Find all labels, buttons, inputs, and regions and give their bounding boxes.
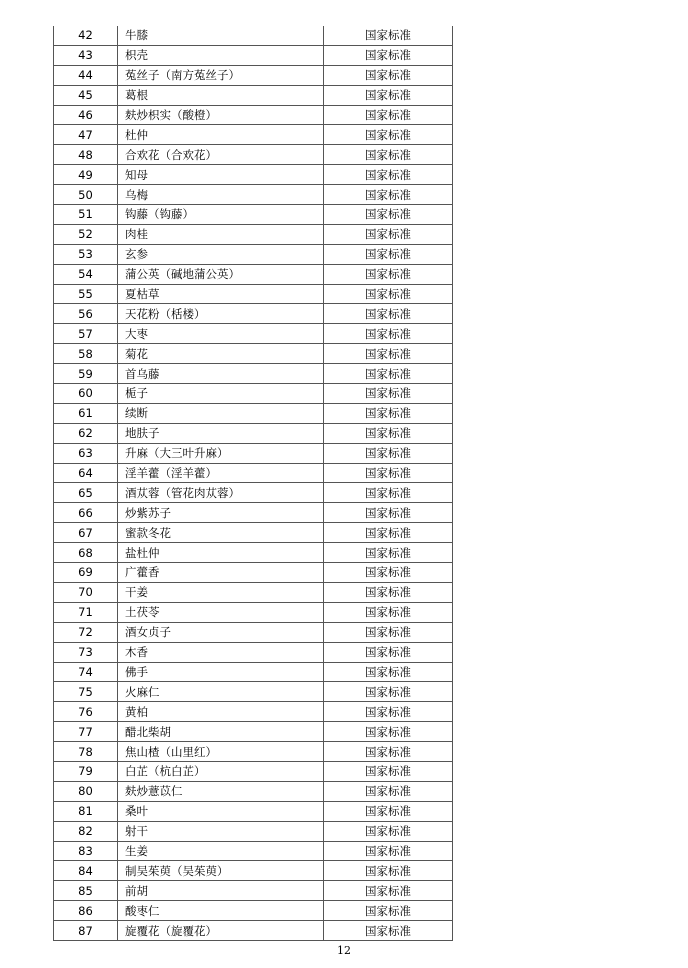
- row-number: 49: [54, 165, 118, 185]
- table-row: [54, 403, 453, 423]
- standard-type: 国家标准: [324, 384, 453, 404]
- table-row: [54, 622, 453, 642]
- herb-name: 土茯苓: [118, 602, 324, 622]
- herb-name: 枳壳: [118, 45, 324, 65]
- table-row: [54, 682, 453, 702]
- row-number: 70: [54, 582, 118, 602]
- table-row: [54, 881, 453, 901]
- herb-name: 前胡: [118, 881, 324, 901]
- herb-name: 淫羊藿（淫羊藿）: [118, 463, 324, 483]
- standard-type: 国家标准: [324, 821, 453, 841]
- standard-type: 国家标准: [324, 722, 453, 742]
- herb-name: 蒲公英（碱地蒲公英）: [118, 264, 324, 284]
- row-number: 54: [54, 264, 118, 284]
- table-row: [54, 582, 453, 602]
- herb-name: 天花粉（栝楼）: [118, 304, 324, 324]
- herb-name: 桑叶: [118, 801, 324, 821]
- standard-type: 国家标准: [324, 921, 453, 941]
- standard-type: 国家标准: [324, 165, 453, 185]
- table-row: [54, 324, 453, 344]
- row-number: 62: [54, 423, 118, 443]
- herb-table-container: [53, 26, 453, 941]
- table-row: [54, 364, 453, 384]
- herb-name: 玄参: [118, 244, 324, 264]
- row-number: 83: [54, 841, 118, 861]
- table-row: [54, 602, 453, 622]
- herb-name: 菟丝子（南方菟丝子）: [118, 65, 324, 85]
- standard-type: 国家标准: [324, 344, 453, 364]
- row-number: 76: [54, 702, 118, 722]
- herb-name: 生姜: [118, 841, 324, 861]
- standard-type: 国家标准: [324, 901, 453, 921]
- row-number: 84: [54, 861, 118, 881]
- table-row: [54, 443, 453, 463]
- herb-name: 蜜款冬花: [118, 523, 324, 543]
- standard-type: 国家标准: [324, 801, 453, 821]
- standard-type: 国家标准: [324, 105, 453, 125]
- standard-type: 国家标准: [324, 841, 453, 861]
- herb-name: 栀子: [118, 384, 324, 404]
- herb-name: 盐杜仲: [118, 543, 324, 563]
- row-number: 81: [54, 801, 118, 821]
- herb-name: 射干: [118, 821, 324, 841]
- herb-name: 木香: [118, 642, 324, 662]
- table-row: [54, 344, 453, 364]
- table-row: [54, 642, 453, 662]
- herb-name: 酸枣仁: [118, 901, 324, 921]
- herb-name: 首乌藤: [118, 364, 324, 384]
- table-row: [54, 304, 453, 324]
- herb-name: 火麻仁: [118, 682, 324, 702]
- table-row: [54, 45, 453, 65]
- row-number: 67: [54, 523, 118, 543]
- row-number: 51: [54, 205, 118, 225]
- table-row: [54, 841, 453, 861]
- herb-name: 杜仲: [118, 125, 324, 145]
- standard-type: 国家标准: [324, 483, 453, 503]
- table-row: [54, 662, 453, 682]
- table-row: [54, 165, 453, 185]
- table-row: [54, 801, 453, 821]
- standard-type: 国家标准: [324, 742, 453, 762]
- herb-name: 白芷（杭白芷）: [118, 761, 324, 781]
- table-row: [54, 105, 453, 125]
- herb-name: 醋北柴胡: [118, 722, 324, 742]
- standard-type: 国家标准: [324, 781, 453, 801]
- table-row: [54, 264, 453, 284]
- row-number: 48: [54, 145, 118, 165]
- standard-type: 国家标准: [324, 602, 453, 622]
- row-number: 52: [54, 224, 118, 244]
- page-number: 12: [337, 944, 351, 957]
- herb-name: 地肤子: [118, 423, 324, 443]
- standard-type: 国家标准: [324, 881, 453, 901]
- table-row: [54, 821, 453, 841]
- herb-name: 干姜: [118, 582, 324, 602]
- standard-type: 国家标准: [324, 85, 453, 105]
- row-number: 68: [54, 543, 118, 563]
- table-row: [54, 125, 453, 145]
- standard-type: 国家标准: [324, 563, 453, 583]
- standard-type: 国家标准: [324, 503, 453, 523]
- table-row: [54, 26, 453, 45]
- table-row: [54, 543, 453, 563]
- standard-type: 国家标准: [324, 45, 453, 65]
- standard-type: 国家标准: [324, 145, 453, 165]
- row-number: 59: [54, 364, 118, 384]
- row-number: 50: [54, 185, 118, 205]
- row-number: 58: [54, 344, 118, 364]
- table-row: [54, 85, 453, 105]
- standard-type: 国家标准: [324, 761, 453, 781]
- standard-type: 国家标准: [324, 205, 453, 225]
- standard-type: 国家标准: [324, 304, 453, 324]
- herb-name: 续断: [118, 403, 324, 423]
- standard-type: 国家标准: [324, 662, 453, 682]
- herb-name: 佛手: [118, 662, 324, 682]
- row-number: 71: [54, 602, 118, 622]
- table-row: [54, 205, 453, 225]
- row-number: 42: [54, 26, 118, 45]
- row-number: 87: [54, 921, 118, 941]
- row-number: 64: [54, 463, 118, 483]
- row-number: 47: [54, 125, 118, 145]
- table-row: [54, 503, 453, 523]
- herb-standards-table: [53, 26, 453, 941]
- herb-name: 知母: [118, 165, 324, 185]
- table-row: [54, 224, 453, 244]
- herb-name: 酒女贞子: [118, 622, 324, 642]
- standard-type: 国家标准: [324, 324, 453, 344]
- row-number: 63: [54, 443, 118, 463]
- herb-name: 制吴茱萸（吴茱萸）: [118, 861, 324, 881]
- row-number: 44: [54, 65, 118, 85]
- row-number: 77: [54, 722, 118, 742]
- row-number: 82: [54, 821, 118, 841]
- row-number: 69: [54, 563, 118, 583]
- herb-name: 黄柏: [118, 702, 324, 722]
- standard-type: 国家标准: [324, 543, 453, 563]
- row-number: 86: [54, 901, 118, 921]
- table-row: [54, 423, 453, 443]
- table-body: [54, 26, 453, 940]
- herb-name: 合欢花（合欢花）: [118, 145, 324, 165]
- standard-type: 国家标准: [324, 463, 453, 483]
- row-number: 75: [54, 682, 118, 702]
- row-number: 65: [54, 483, 118, 503]
- standard-type: 国家标准: [324, 364, 453, 384]
- row-number: 73: [54, 642, 118, 662]
- row-number: 56: [54, 304, 118, 324]
- table-row: [54, 185, 453, 205]
- table-row: [54, 523, 453, 543]
- herb-name: 升麻（大三叶升麻）: [118, 443, 324, 463]
- herb-name: 麸炒枳实（酸橙）: [118, 105, 324, 125]
- standard-type: 国家标准: [324, 244, 453, 264]
- standard-type: 国家标准: [324, 861, 453, 881]
- herb-name: 大枣: [118, 324, 324, 344]
- herb-name: 炒紫苏子: [118, 503, 324, 523]
- herb-name: 牛膝: [118, 26, 324, 45]
- row-number: 53: [54, 244, 118, 264]
- herb-name: 焦山楂（山里红）: [118, 742, 324, 762]
- standard-type: 国家标准: [324, 403, 453, 423]
- table-row: [54, 463, 453, 483]
- row-number: 79: [54, 761, 118, 781]
- standard-type: 国家标准: [324, 682, 453, 702]
- standard-type: 国家标准: [324, 26, 453, 45]
- table-row: [54, 901, 453, 921]
- standard-type: 国家标准: [324, 125, 453, 145]
- standard-type: 国家标准: [324, 284, 453, 304]
- standard-type: 国家标准: [324, 523, 453, 543]
- herb-name: 葛根: [118, 85, 324, 105]
- standard-type: 国家标准: [324, 264, 453, 284]
- row-number: 85: [54, 881, 118, 901]
- table-row: [54, 384, 453, 404]
- standard-type: 国家标准: [324, 185, 453, 205]
- table-row: [54, 65, 453, 85]
- standard-type: 国家标准: [324, 622, 453, 642]
- table-row: [54, 742, 453, 762]
- herb-name: 钩藤（钩藤）: [118, 205, 324, 225]
- table-row: [54, 921, 453, 941]
- row-number: 45: [54, 85, 118, 105]
- row-number: 55: [54, 284, 118, 304]
- table-row: [54, 761, 453, 781]
- herb-name: 麸炒薏苡仁: [118, 781, 324, 801]
- table-row: [54, 483, 453, 503]
- table-row: [54, 722, 453, 742]
- herb-name: 广藿香: [118, 563, 324, 583]
- standard-type: 国家标准: [324, 65, 453, 85]
- table-row: [54, 284, 453, 304]
- table-row: [54, 563, 453, 583]
- standard-type: 国家标准: [324, 443, 453, 463]
- table-row: [54, 145, 453, 165]
- standard-type: 国家标准: [324, 423, 453, 443]
- herb-name: 肉桂: [118, 224, 324, 244]
- row-number: 74: [54, 662, 118, 682]
- row-number: 80: [54, 781, 118, 801]
- row-number: 61: [54, 403, 118, 423]
- herb-name: 夏枯草: [118, 284, 324, 304]
- standard-type: 国家标准: [324, 224, 453, 244]
- standard-type: 国家标准: [324, 642, 453, 662]
- row-number: 46: [54, 105, 118, 125]
- table-row: [54, 861, 453, 881]
- row-number: 57: [54, 324, 118, 344]
- standard-type: 国家标准: [324, 582, 453, 602]
- herb-name: 菊花: [118, 344, 324, 364]
- row-number: 66: [54, 503, 118, 523]
- row-number: 78: [54, 742, 118, 762]
- table-row: [54, 781, 453, 801]
- row-number: 72: [54, 622, 118, 642]
- row-number: 60: [54, 384, 118, 404]
- herb-name: 乌梅: [118, 185, 324, 205]
- table-row: [54, 244, 453, 264]
- herb-name: 旋覆花（旋覆花）: [118, 921, 324, 941]
- table-row: [54, 702, 453, 722]
- row-number: 43: [54, 45, 118, 65]
- herb-name: 酒苁蓉（管花肉苁蓉）: [118, 483, 324, 503]
- standard-type: 国家标准: [324, 702, 453, 722]
